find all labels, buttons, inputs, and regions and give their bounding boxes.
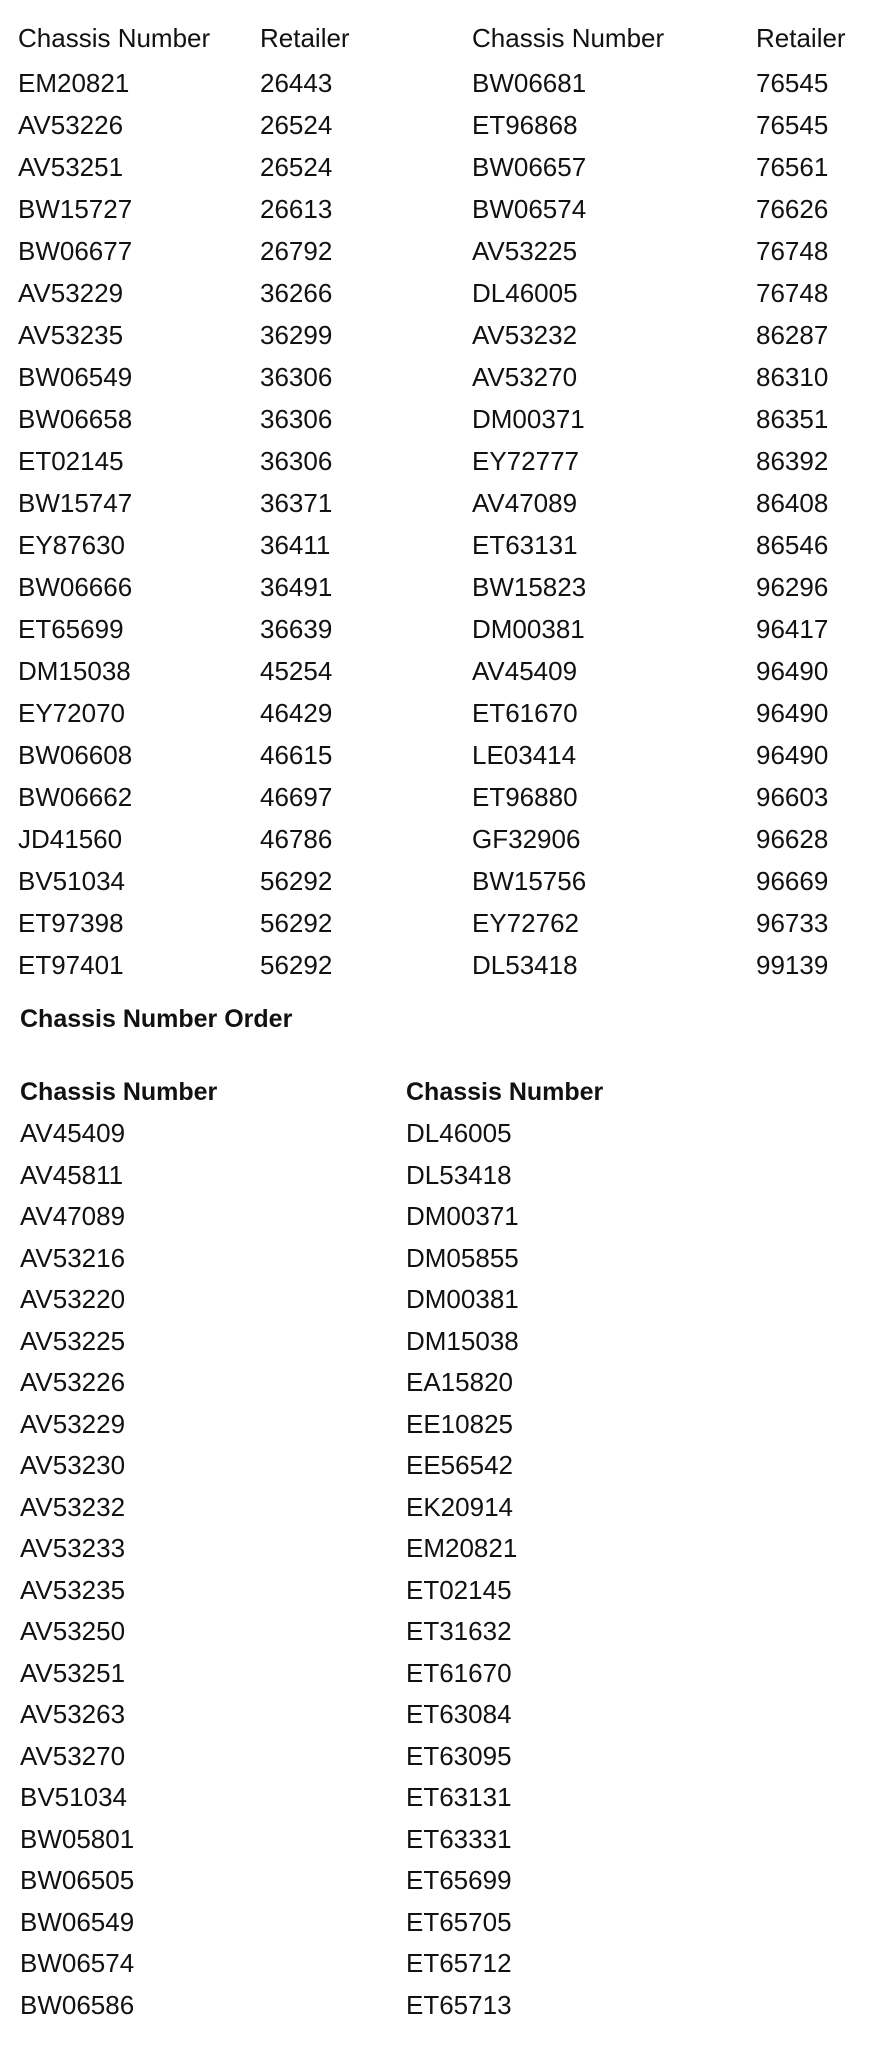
chassis-number-cell: AV53250 xyxy=(20,1616,126,1646)
chassis-number-cell: GF32906 xyxy=(472,824,581,854)
chassis-number-cell: EY72762 xyxy=(472,908,579,938)
retailer-cell: 96296 xyxy=(756,572,829,602)
table-row xyxy=(0,1985,896,2027)
retailer-cell: 86408 xyxy=(756,488,829,518)
retailer-table-header xyxy=(0,14,896,62)
retailer-cell: 76626 xyxy=(756,194,829,224)
chassis-number-cell: BW06549 xyxy=(18,362,133,392)
table-row xyxy=(0,1238,896,1280)
chassis-number-cell: ET31632 xyxy=(406,1616,512,1646)
retailer-table xyxy=(0,14,896,986)
chassis-number-cell: BW06574 xyxy=(20,1948,135,1978)
chassis-number-cell: ET96868 xyxy=(472,110,578,140)
table-row xyxy=(0,1736,896,1778)
chassis-order-table-body xyxy=(0,1113,896,2026)
chassis-number-cell: BW06658 xyxy=(18,404,133,434)
chassis-number-cell: DM05855 xyxy=(406,1242,519,1273)
retailer-cell: 86310 xyxy=(756,362,829,392)
table-row xyxy=(0,146,896,188)
chassis-number-cell: ET63331 xyxy=(406,1823,512,1854)
table-row xyxy=(0,860,896,902)
chassis-number-cell: DM15038 xyxy=(18,656,131,686)
table-row xyxy=(0,1279,896,1321)
retailer-cell: 36639 xyxy=(260,614,333,644)
table-row xyxy=(0,398,896,440)
table-row xyxy=(0,1487,896,1529)
chassis-number-cell: ET63131 xyxy=(406,1782,512,1812)
chassis-number-cell: JD41560 xyxy=(18,824,123,854)
chassis-number-cell: AV45409 xyxy=(472,656,578,686)
chassis-number-cell: ET63084 xyxy=(406,1699,512,1729)
retailer-cell: 76545 xyxy=(756,110,829,140)
chassis-number-cell: BW06586 xyxy=(20,1989,135,2020)
retailer-cell: 76561 xyxy=(756,152,829,182)
chassis-number-cell: BV51034 xyxy=(18,866,125,896)
chassis-number-cell: AV45409 xyxy=(20,1118,126,1148)
chassis-number-cell: AV53235 xyxy=(20,1574,126,1605)
table-row xyxy=(0,944,896,986)
table-row xyxy=(0,1196,896,1238)
chassis-number-order-title: Chassis Number Order xyxy=(20,1005,293,1033)
table-row xyxy=(0,692,896,734)
chassis-number-cell: BW06574 xyxy=(472,194,587,224)
table-row xyxy=(0,818,896,860)
table-row xyxy=(0,1570,896,1612)
chassis-number-cell: AV53233 xyxy=(20,1533,126,1563)
retailer-cell: 96417 xyxy=(756,614,829,644)
retailer-cell: 26792 xyxy=(260,236,333,266)
chassis-number-cell: BW06662 xyxy=(18,782,133,812)
chassis-number-cell: AV47089 xyxy=(20,1201,126,1231)
retailer-cell: 36306 xyxy=(260,362,333,392)
retailer-cell: 86351 xyxy=(756,404,829,434)
table-row xyxy=(0,356,896,398)
retailer-cell: 96603 xyxy=(756,782,829,812)
table-row xyxy=(0,1611,896,1653)
table-row xyxy=(0,314,896,356)
retailer-cell: 86546 xyxy=(756,530,829,560)
chassis-number-cell: AV53226 xyxy=(20,1367,126,1397)
retailer-cell: 26613 xyxy=(260,194,333,224)
retailer-cell: 76748 xyxy=(756,236,829,266)
chassis-number-cell: AV53251 xyxy=(20,1657,126,1688)
chassis-number-cell: BW15747 xyxy=(18,488,133,518)
table-row xyxy=(0,776,896,818)
chassis-number-cell: EA15820 xyxy=(406,1367,513,1397)
chassis-number-cell: ET97401 xyxy=(18,950,124,980)
table-row xyxy=(0,902,896,944)
chassis-number-cell: AV53235 xyxy=(18,320,124,350)
chassis-number-cell: EM20821 xyxy=(18,68,130,98)
table-row xyxy=(0,1694,896,1736)
table-row xyxy=(0,1902,896,1944)
table-row xyxy=(0,230,896,272)
chassis-number-cell: ET61670 xyxy=(472,698,578,728)
table-row xyxy=(0,1321,896,1363)
chassis-number-cell: EM20821 xyxy=(406,1533,518,1563)
table-row xyxy=(0,62,896,104)
table-row xyxy=(0,734,896,776)
chassis-number-cell: DL46005 xyxy=(472,278,578,308)
chassis-number-cell: EY87630 xyxy=(18,530,125,560)
table-row xyxy=(0,440,896,482)
chassis-number-cell: DM00381 xyxy=(472,614,585,644)
chassis-number-cell: EY72070 xyxy=(18,698,125,728)
chassis-number-cell: AV53225 xyxy=(472,236,578,266)
table-row xyxy=(0,608,896,650)
chassis-number-cell: BW06505 xyxy=(20,1865,135,1895)
retailer-table-body xyxy=(0,62,896,986)
chassis-number-cell: AV53226 xyxy=(18,110,124,140)
table-row xyxy=(0,1777,896,1819)
chassis-number-cell: ET02145 xyxy=(18,446,124,476)
retailer-cell: 96490 xyxy=(756,656,829,686)
chassis-number-cell: DL53418 xyxy=(406,1159,512,1190)
chassis-number-cell: AV53220 xyxy=(20,1284,126,1314)
chassis-number-cell: DM00371 xyxy=(406,1201,519,1231)
table-row xyxy=(0,1155,896,1197)
chassis-number-cell: BW15727 xyxy=(18,194,133,224)
chassis-number-cell: DM00381 xyxy=(406,1284,519,1314)
retailer-cell: 99139 xyxy=(756,950,829,980)
chassis-number-cell: BV51034 xyxy=(20,1782,127,1812)
chassis-number-cell: BW06681 xyxy=(472,68,587,98)
table-row xyxy=(0,1943,896,1985)
retailer-cell: 56292 xyxy=(260,908,333,938)
retailer-cell: 86392 xyxy=(756,446,829,476)
chassis-order-table-header xyxy=(0,1071,896,1113)
chassis-number-cell: BW06657 xyxy=(472,152,587,182)
chassis-number-cell: EK20914 xyxy=(406,1491,513,1522)
chassis-number-cell: AV53270 xyxy=(20,1740,126,1771)
retailer-cell: 36371 xyxy=(260,488,333,518)
chassis-number-cell: AV53232 xyxy=(20,1491,126,1522)
chassis-number-cell: BW05801 xyxy=(20,1823,135,1854)
chassis-number-cell: ET61670 xyxy=(406,1657,512,1688)
chassis-number-cell: ET65705 xyxy=(406,1906,512,1937)
retailer-cell: 56292 xyxy=(260,950,333,980)
retailer-cell: 46786 xyxy=(260,824,333,854)
chassis-number-cell: AV53263 xyxy=(20,1699,126,1729)
table-row xyxy=(0,272,896,314)
chassis-number-cell: DL53418 xyxy=(472,950,578,980)
table-row xyxy=(0,188,896,230)
chassis-number-cell: ET65699 xyxy=(18,614,124,644)
chassis-number-cell: ET02145 xyxy=(406,1574,512,1605)
retailer-cell: 76545 xyxy=(756,68,829,98)
retailer-cell: 96733 xyxy=(756,908,829,938)
chassis-number-cell: AV53229 xyxy=(20,1408,126,1439)
retailer-cell: 26443 xyxy=(260,68,333,98)
table-row xyxy=(0,104,896,146)
chassis-number-cell: ET65713 xyxy=(406,1989,512,2020)
table-row xyxy=(0,1113,896,1155)
chassis-number-cell: ET65712 xyxy=(406,1948,512,1978)
chassis-number-cell: AV53230 xyxy=(20,1450,126,1480)
header-chassis-number-col2: Chassis Number xyxy=(406,1078,604,1106)
table-row xyxy=(0,1404,896,1446)
chassis-number-cell: ET96880 xyxy=(472,782,578,812)
chassis-number-cell: LE03414 xyxy=(472,740,577,770)
retailer-cell: 36491 xyxy=(260,572,333,602)
header-retailer-left: Retailer xyxy=(260,23,350,53)
chassis-number-cell: AV53216 xyxy=(20,1242,126,1273)
chassis-number-cell: AV53229 xyxy=(18,278,124,308)
header-chassis-number-right: Chassis Number xyxy=(472,23,665,53)
header-chassis-number-left: Chassis Number xyxy=(18,23,211,53)
chassis-number-cell: AV47089 xyxy=(472,488,578,518)
retailer-cell: 45254 xyxy=(260,656,333,686)
chassis-number-cell: EY72777 xyxy=(472,446,579,476)
retailer-cell: 26524 xyxy=(260,110,333,140)
chassis-number-cell: AV53225 xyxy=(20,1325,126,1356)
retailer-cell: 76748 xyxy=(756,278,829,308)
chassis-number-cell: BW06608 xyxy=(18,740,133,770)
retailer-cell: 96669 xyxy=(756,866,829,896)
retailer-cell: 36306 xyxy=(260,404,333,434)
chassis-number-cell: DL46005 xyxy=(406,1118,512,1148)
retailer-cell: 46429 xyxy=(260,698,333,728)
table-row xyxy=(0,650,896,692)
table-row xyxy=(0,1362,896,1404)
retailer-cell: 36299 xyxy=(260,320,333,350)
chassis-number-cell: ET65699 xyxy=(406,1865,512,1895)
chassis-number-cell: AV53270 xyxy=(472,362,578,392)
chassis-number-cell: EE56542 xyxy=(406,1450,513,1480)
chassis-number-cell: AV53251 xyxy=(18,152,124,182)
retailer-cell: 46615 xyxy=(260,740,333,770)
table-row xyxy=(0,1528,896,1570)
chassis-order-table xyxy=(0,1071,896,2026)
retailer-cell: 96628 xyxy=(756,824,829,854)
chassis-number-cell: EE10825 xyxy=(406,1408,513,1439)
chassis-number-cell: BW06549 xyxy=(20,1906,135,1937)
table-row xyxy=(0,1819,896,1861)
chassis-number-cell: AV45811 xyxy=(20,1159,124,1190)
retailer-cell: 56292 xyxy=(260,866,333,896)
retailer-cell: 36266 xyxy=(260,278,333,308)
chassis-number-cell: ET63095 xyxy=(406,1740,512,1771)
chassis-number-cell: DM00371 xyxy=(472,404,585,434)
chassis-number-cell: BW15823 xyxy=(472,572,587,602)
chassis-number-cell: DM15038 xyxy=(406,1325,519,1356)
table-row xyxy=(0,1653,896,1695)
header-chassis-number-col1: Chassis Number xyxy=(20,1078,218,1106)
retailer-cell: 86287 xyxy=(756,320,829,350)
retailer-cell: 26524 xyxy=(260,152,333,182)
chassis-number-cell: ET97398 xyxy=(18,908,124,938)
table-row xyxy=(0,1445,896,1487)
chassis-number-cell: ET63131 xyxy=(472,530,578,560)
header-retailer-right: Retailer xyxy=(756,23,846,53)
retailer-cell: 36411 xyxy=(260,530,331,560)
retailer-cell: 96490 xyxy=(756,740,829,770)
retailer-cell: 46697 xyxy=(260,782,333,812)
chassis-number-cell: BW15756 xyxy=(472,866,587,896)
table-row xyxy=(0,566,896,608)
chassis-number-cell: BW06677 xyxy=(18,236,133,266)
table-row xyxy=(0,482,896,524)
chassis-number-cell: BW06666 xyxy=(18,572,133,602)
table-row xyxy=(0,524,896,566)
table-row xyxy=(0,1860,896,1902)
retailer-cell: 36306 xyxy=(260,446,333,476)
retailer-cell: 96490 xyxy=(756,698,829,728)
chassis-number-cell: AV53232 xyxy=(472,320,578,350)
